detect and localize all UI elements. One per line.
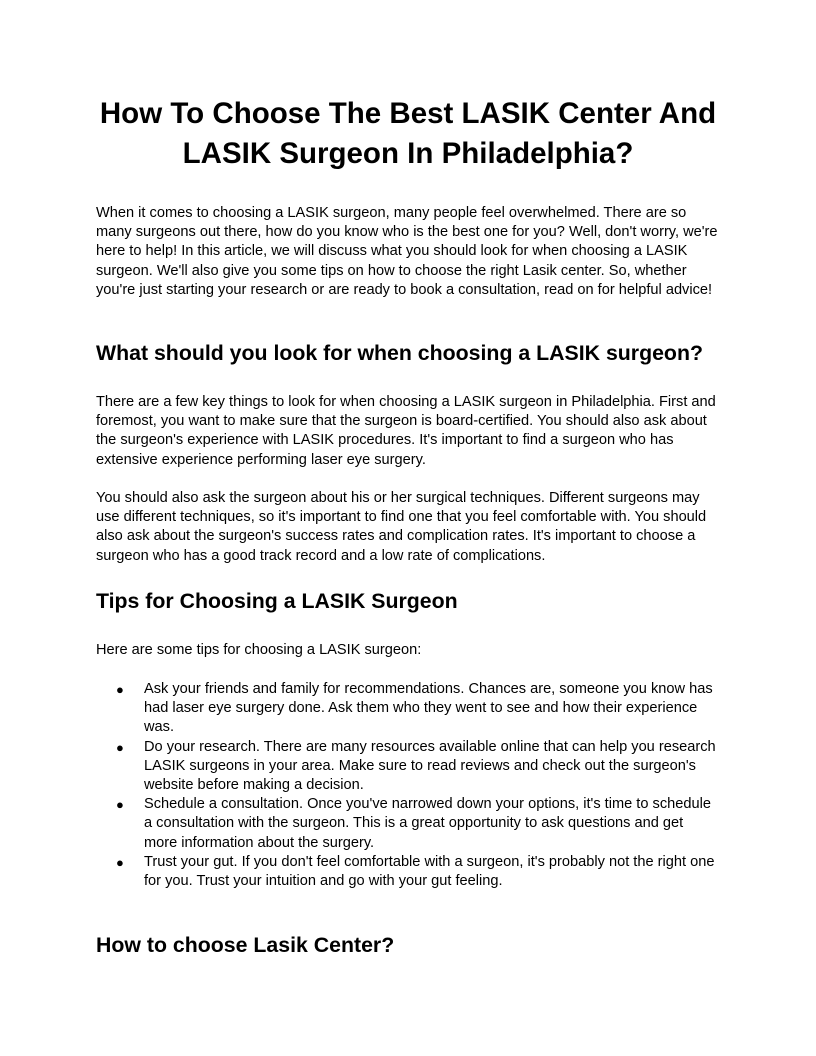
list-item: [96, 853, 720, 891]
section-heading-lasik-center: How to choose Lasik Center?: [96, 933, 395, 957]
tip-text: Schedule a consultation. Once you've narrowed down your options, it's time to schedule a consultation with the surgeon. This is a great opportunity to ask questions and get more information about the surgery.: [144, 796, 711, 851]
list-item: [96, 680, 720, 738]
list-item: [96, 795, 720, 853]
bullet-icon: ●: [116, 739, 124, 755]
section-heading-what-to-look-for: What should you look for when choosing a LASIK surgeon?: [96, 341, 703, 365]
bullet-icon: ●: [116, 682, 124, 697]
list-item: [96, 738, 720, 796]
bullet-icon: ●: [116, 797, 124, 813]
tips-lead: Here are some tips for choosing a LASIK surgeon:: [96, 642, 422, 658]
intro-paragraph: When it comes to choosing a LASIK surgeon, many people feel overwhelmed. There are so many surgeons out there, how do you know who is the best one for you? Well, don't worry, we're here to help! In this article, we will discuss what you should look for when choosing a LASIK surgeon. We'll also give you some tips on how to choose the right Lasik center. So, whether you're just starting your research or are ready to book a consultation, read on for helpful advice!: [96, 205, 718, 298]
bullet-icon: ●: [116, 854, 124, 870]
tip-text: Ask your friends and family for recommendations. Chances are, someone you know has had laser eye surgery done. Ask them who they went to see and how their experience was.: [144, 681, 713, 736]
page-title: How To Choose The Best LASIK Center And LASIK Surgeon In Philadelphia?: [99, 97, 717, 170]
tips-list: [96, 680, 720, 891]
tip-text: Trust your gut. If you don't feel comfortable with a surgeon, it's probably not the right one for you. Trust your intuition and go with your gut feeling.: [144, 853, 715, 890]
paragraph-surgical-techniques: You should also ask the surgeon about his or her surgical techniques. Different surgeons may use different techniques, so it's important to find one that you feel comfortable with. You should also ask about the surgeon's success rates and complication rates. It's important to choose a surgeon who has a good track record and a low rate of complications.: [96, 490, 707, 564]
tip-text: Do your research. There are many resources available online that can help you research LASIK surgeons in your area. Make sure to read reviews and check out the surgeon's website before making a decision.: [144, 738, 716, 794]
paragraph-key-things: There are a few key things to look for when choosing a LASIK surgeon in Philadelphia. First and foremost, you want to make sure that the surgeon is board-certified. You should also ask about the surgeon's experience with LASIK procedures. It's important to find a surgeon who has extensive experience performing laser eye surgery.: [96, 394, 716, 468]
section-heading-tips: Tips for Choosing a LASIK Surgeon: [96, 589, 458, 613]
